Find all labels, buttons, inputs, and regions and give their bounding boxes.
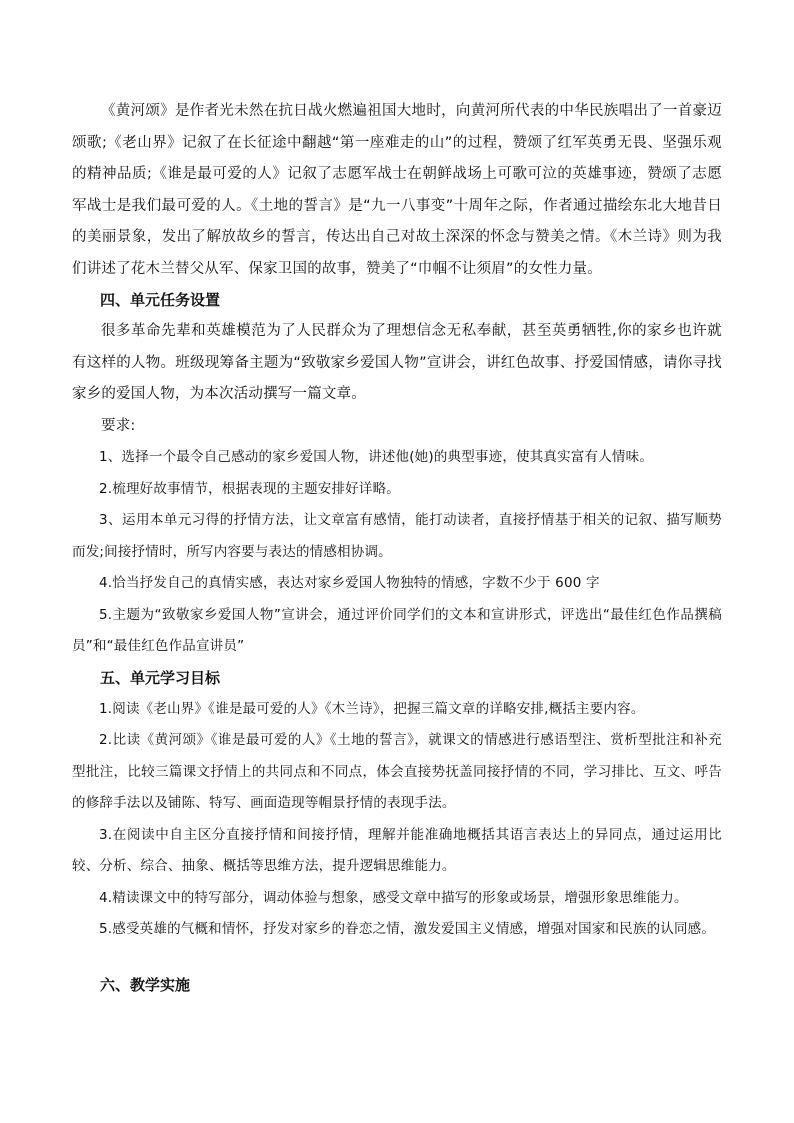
learning-goal-5: 5.感受英雄的气概和情怀，抒发对家乡的眷恋之情，激发爱国主义情感，增强对国家和民族的认同感。 — [99, 921, 716, 937]
section-heading-task-setup: 四、单元任务设置 — [100, 291, 221, 309]
section-heading-learning-goals: 五、单元学习目标 — [100, 668, 221, 687]
document-body — [72, 96, 722, 1001]
learning-goal-3: 3.在阅读中自主区分直接抒情和间接抒情，理解并能准确地概括其语言表达上的异同点，通过运用比较、分析、综合、抽象、概括等思维方法，提升逻辑思维能力。 — [72, 826, 722, 874]
task-setup-paragraph: 很多革命先辈和英雄模范为了人民群众为了理想信念无私奉献，甚至英勇牺牲,你的家乡也许就有这样的人物。班级现筹备主题为“致敬家乡爱国人物”宣讲会，讲红色故事、抒爱国情感，请你寻找家乡的爱国人物，为本次活动撰写一篇文章。 — [72, 323, 722, 402]
requirement-item-3: 3、运用本单元习得的抒情方法，让文章富有感情，能打动读者，直接抒情基于相关的记叙、描写顺势而发;间接抒情时，所写内容要与表达的情感相协调。 — [72, 512, 722, 560]
requirement-item-4: 4.恰当抒发自己的真情实感，表达对家乡爱国人物独特的情感，字数不少于 600 字 — [99, 575, 600, 591]
learning-goal-1: 1.阅读《老山界》《谁是最可爱的人》《木兰诗》，把握三篇文章的详略安排,概括主要内容。 — [99, 700, 645, 717]
learning-goal-4: 4.精读课文中的特写部分，调动体验与想象，感受文章中描写的形象或场景，增强形象思维能力。 — [99, 889, 688, 906]
section-heading-teaching-implementation: 六、教学实施 — [100, 975, 191, 994]
intro-paragraph: 《黄河颂》是作者光未然在抗日战火燃遍祖国大地时，向黄河所代表的中华民族唱出了一首豪迈颂歌;《老山界》记叙了在长征途中翻越“第一座难走的山”的过程，赞颂了红军英勇无畏、坚强乐观的精神品质;《谁是最可爱的人》记叙了志愿军战士在朝鲜战场上可歌可泣的英雄事迹，赞颂了志愿军战士是我们最可爱的人。《土地的誓言》是“九一八事变”十周年之际，作者通过描绘东北大地昔日的美丽景象，发出了解放故乡的誓言，传达出自己对故土深深的怀念与赞美之情。《木兰诗》则为我们讲述了花木兰替父从军、保家卫国的故事，赞美了“巾帼不让须眉”的女性力量。 — [72, 103, 722, 277]
requirement-item-5: 5.主题为“致敬家乡爱国人物”宣讲会，通过评价同学们的文本和宣讲形式，评选出“最佳红色作品撰稿员”和“最佳红色作品宣讲员” — [72, 606, 722, 654]
requirement-item-1: 1、选择一个最令自己感动的家乡爱国人物，讲述他(她)的典型事迹，使其真实富有人情味。 — [99, 449, 654, 465]
learning-goal-2: 2.比读《黄河颂》《谁是最可爱的人》《土地的誓言》，就课文的情感进行感语型注、赏析型批注和补充型批注，比较三篇课文抒情上的共同点和不同点，体会直接势抚盖同接抒情的不同，学习排比、互文、呼告的修辞手法以及铺陈、特写、画面造现等帽景抒情的表现手法。 — [72, 732, 722, 811]
requirement-item-2: 2.梳理好故事情节，根据表现的主题安排好详略。 — [99, 480, 400, 497]
requirements-label: 要求: — [101, 417, 136, 434]
